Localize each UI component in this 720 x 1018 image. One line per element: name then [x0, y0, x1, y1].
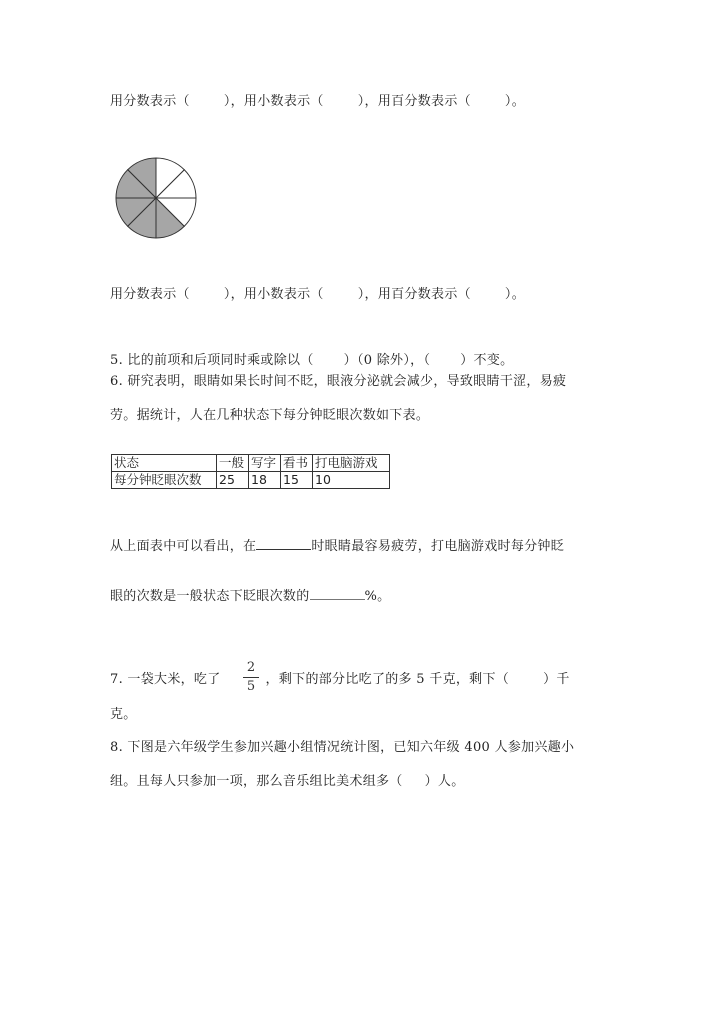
q6-line-4: 眼的次数是一般状态下眨眼次数的 %。 — [110, 589, 391, 604]
table-cell: 每分钟眨眼次数 — [112, 472, 217, 489]
fraction-bar — [243, 677, 259, 678]
table-cell: 15 — [281, 472, 313, 489]
question-5: 5. 比的前项和后项同时乘或除以（ ）（0 除外），（ ）不变。 — [110, 353, 514, 368]
q6-line-1: 6. 研究表明，眼睛如果长时间不眨，眼液分泌就会减少，导致眼睛干涩，易疲 — [110, 374, 567, 389]
table-cell: 18 — [249, 472, 281, 489]
q8-line-1: 8. 下图是六年级学生参加兴趣小组情况统计图，已知六年级 400 人参加兴趣小 — [110, 740, 575, 755]
table-row — [112, 472, 390, 489]
fraction-denominator: 5 — [246, 679, 256, 694]
q7-line-2: 克。 — [110, 707, 137, 722]
table-cell: 25 — [217, 472, 249, 489]
table-cell: 10 — [313, 472, 390, 489]
answer-blank[interactable] — [256, 537, 311, 550]
table-cell: 状态 — [112, 455, 217, 472]
q6-line-2: 劳。据统计，人在几种状态下每分钟眨眼次数如下表。 — [110, 408, 430, 423]
table-cell: 看书 — [281, 455, 313, 472]
table-header-row — [112, 455, 390, 472]
q4-second-line: 用分数表示（ ），用小数表示（ ），用百分数表示（ ）。 — [110, 287, 526, 302]
q6-line-3: 从上面表中可以看出，在 时眼睛最容易疲劳，打电脑游戏时每分钟眨 — [110, 539, 565, 554]
table-cell: 写字 — [249, 455, 281, 472]
fraction-numerator: 2 — [246, 660, 256, 675]
q7-line-1: 7. 一袋大米，吃了 ，剩下的部分比吃了的多 5 千克，剩下（ ）千 — [110, 672, 570, 687]
table-cell: 打电脑游戏 — [313, 455, 390, 472]
q4-first-line: 用分数表示（ ），用小数表示（ ），用百分数表示（ ）。 — [110, 94, 526, 109]
table-cell: 一般 — [217, 455, 249, 472]
fraction-two-fifths — [243, 660, 259, 695]
q8-line-2: 组。且每人只参加一项，那么音乐组比美术组多（ ）人。 — [110, 774, 465, 789]
answer-blank[interactable] — [310, 587, 365, 600]
shaded-circle-figure — [114, 156, 198, 240]
blink-table — [111, 454, 390, 489]
